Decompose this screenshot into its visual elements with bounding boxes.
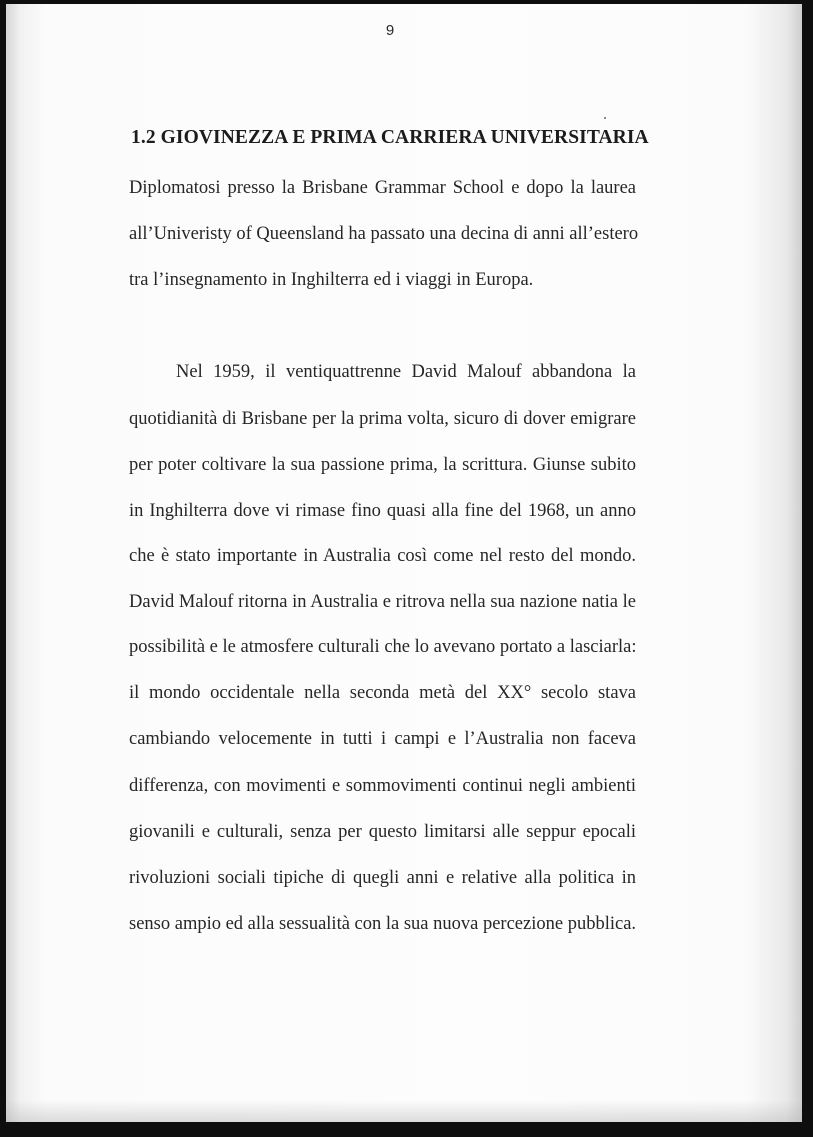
paragraph-1-line: tra l’insegnamento in Inghilterra ed i viaggi in Europa. <box>129 270 534 290</box>
paragraph-1-line: Diplomatosi presso la Brisbane Grammar School e dopo la laurea <box>129 178 636 198</box>
paragraph-2-line: il mondo occidentale nella seconda metà del XX° secolo stava <box>129 683 636 703</box>
paragraph-2-line: per poter coltivare la sua passione prima, la scrittura. Giunse subito <box>129 455 636 475</box>
paragraph-2-line: David Malouf ritorna in Australia e ritrova nella sua nazione natia le <box>129 592 636 612</box>
page-number: 9 <box>385 22 395 39</box>
paragraph-2-line: senso ampio ed alla sessualità con la sua nuova percezione pubblica. <box>129 914 637 934</box>
paragraph-2-line: possibilità e le atmosfere culturali che lo avevano portato a lasciarla: <box>129 637 637 657</box>
paragraph-2-line: differenza, con movimenti e sommovimenti continui negli ambienti <box>129 776 636 796</box>
paragraph-2-line: in Inghilterra dove vi rimase fino quasi alla fine del 1968, un anno <box>129 501 636 521</box>
paragraph-2-line: giovanili e culturali, senza per questo limitarsi alle seppur epocali <box>129 822 636 842</box>
paragraph-1-line: all’Univeristy of Queensland ha passato una decina di anni all’estero <box>129 224 639 244</box>
paragraph-2-line: Nel 1959, il ventiquattrenne David Malouf abbandona la <box>176 362 636 382</box>
page-bottom-shadow <box>6 1100 802 1122</box>
paragraph-2-line: che è stato importante in Australia così come nel resto del mondo. <box>129 546 636 566</box>
scan-speck <box>604 117 606 119</box>
paragraph-2-line: rivoluzioni sociali tipiche di quegli anni e relative alla politica in <box>129 868 636 888</box>
paragraph-2-line: quotidianità di Brisbane per la prima volta, sicuro di dover emigrare <box>129 409 636 429</box>
section-heading: 1.2 GIOVINEZZA E PRIMA CARRIERA UNIVERSITARIA <box>131 127 649 148</box>
paragraph-2-line: cambiando velocemente in tutti i campi e l’Australia non faceva <box>129 729 636 749</box>
